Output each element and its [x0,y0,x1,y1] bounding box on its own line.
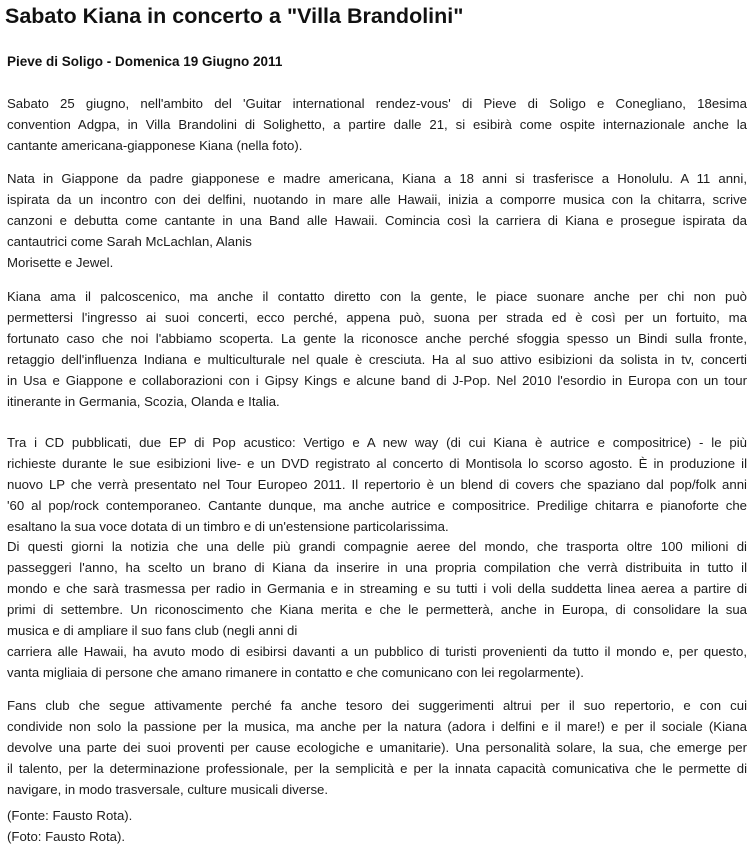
article-dateline: Pieve di Soligo - Domenica 19 Giugno 2011 [7,54,283,69]
photo-credit: (Foto: Fausto Rota). [7,829,125,844]
text-line: convention Adgpa, in Villa Brandolini di Solighetto, a partire dalle 21, si esibirà come ospite internazionale anche la [7,117,747,132]
text-line: devolve una parte dei suoi proventi per cause ecologiche e umanitarie). Una personalità solare, la sua, che emerge per [7,740,747,755]
text-line: musica e di ampliare il suo fans club (negli anni di [7,623,298,638]
text-line: nuovo LP che verrà presentato nel Tour Europeo 2011. Il repertorio è un blend di covers che spaziano dal pop/folk anni [7,477,747,492]
text-line: retaggio dell'influenza Indiana e multiculturale nel quale è cresciuta. Ha al suo attivo esibizioni da solista in tv, concerti [7,352,747,367]
text-line: Sabato 25 giugno, nell'ambito del 'Guitar international rendez-vous' di Pieve di Soligo e Conegliano, 18esima [7,96,747,111]
paragraph-airline-news [7,536,747,683]
paragraph-stage [7,286,747,412]
text-line: Di questi giorni la notizia che una delle più grandi compagnie aeree del mondo, che trasporta oltre 100 milioni di [7,539,747,554]
paragraph-fans-club [7,695,747,800]
text-line: carriera alle Hawaii, ha avuto modo di esibirsi davanti a un pubblico di turisti provenienti da tutto il mondo e, per questo, [7,644,747,659]
text-line: cantante americana-giapponese Kiana (nella foto). [7,138,303,153]
paragraph-credits [7,805,747,847]
paragraph-biography [7,168,747,273]
text-line: in Usa e Giappone e collaborazioni con i Gipsy Kings e alcune band di J-Pop. Nel 2010 l'esordio in Europa con un tour [7,373,747,388]
text-line: cantautrici come Sarah McLachlan, Alanis [7,234,252,249]
text-line: itinerante in Germania, Scozia, Olanda e Italia. [7,394,280,409]
text-line: Morisette e Jewel. [7,255,114,270]
text-line: Kiana ama il palcoscenico, ma anche il contatto diretto con la gente, le piace suonare anche per chi non può [7,289,747,304]
text-line: passeggeri l'anno, ha scelto un brano di Kiana da inserire in una propria compilation che verrà distribuita in tutto il [7,560,747,575]
paragraph-discography [7,432,747,537]
text-line: navigare, in modo trasversale, culture musicali diverse. [7,782,329,797]
text-line: primi di settembre. Un riconoscimento che Kiana merita e che le permetterà, anche in Europa, di consolidare la sua [7,602,747,617]
text-line: condivide non solo la passione per la musica, ma anche per la natura (adora i delfini e il mare!) e per il sociale (Kiana [7,719,747,734]
source-credit: (Fonte: Fausto Rota). [7,808,133,823]
text-line: Nata in Giappone da padre giapponese e madre americana, Kiana a 18 anni si trasferisce a Honolulu. A 11 anni, [7,171,747,186]
text-line: ispirata da un incontro con dei delfini, nuotando in mare alle Hawaii, inizia a comporre musica con la chitarra, scrive [7,192,747,207]
text-line: mondo e che sarà trasmessa per radio in Germania e in streaming e su tutti i voli della suddetta linea aerea a partire di [7,581,747,596]
text-line: Tra i CD pubblicati, due EP di Pop acustico: Vertigo e A new way (di cui Kiana è autrice e compositrice) - le più [7,435,747,450]
text-line: richieste durante le sue esibizioni live- e un DVD registrato al concerto di Montisola lo scorso agosto. È in produzione il [7,456,747,471]
text-line: vanta migliaia di persone che amano rimanere in contatto e che comunicano con lei regolarmente). [7,665,584,680]
text-line: canzoni e debutta come cantante in una Band alle Hawaii. Comincia così la carriera di Kiana e prosegue ispirata da [7,213,747,228]
text-line: Fans club che segue attivamente perché fa anche tesoro dei suggerimenti altrui per il suo repertorio, e con cui [7,698,747,713]
paragraph-announcement [7,93,747,156]
article-title: Sabato Kiana in concerto a "Villa Brandolini" [5,4,464,28]
text-line: permettersi l'ingresso ai suoi concerti, ecco perché, appena può, suona per strada ed è così per un fortuito, ma [7,310,747,325]
text-line: fortunato caso che noi l'abbiamo scoperta. La gente la riconosce anche perché sfoggia spesso un Bindi sulla fronte, [7,331,747,346]
text-line: esaltano la sua voce dotata di un timbro e di un'estensione particolarissima. [7,519,449,534]
text-line: il talento, per la determinazione professionale, per la semplicità e per la innata capacità comunicativa che le permette di [7,761,747,776]
text-line: '60 al pop/rock contemporaneo. Cantante dunque, ma anche autrice e compositrice. Predilige chitarra e pianoforte che [7,498,747,513]
